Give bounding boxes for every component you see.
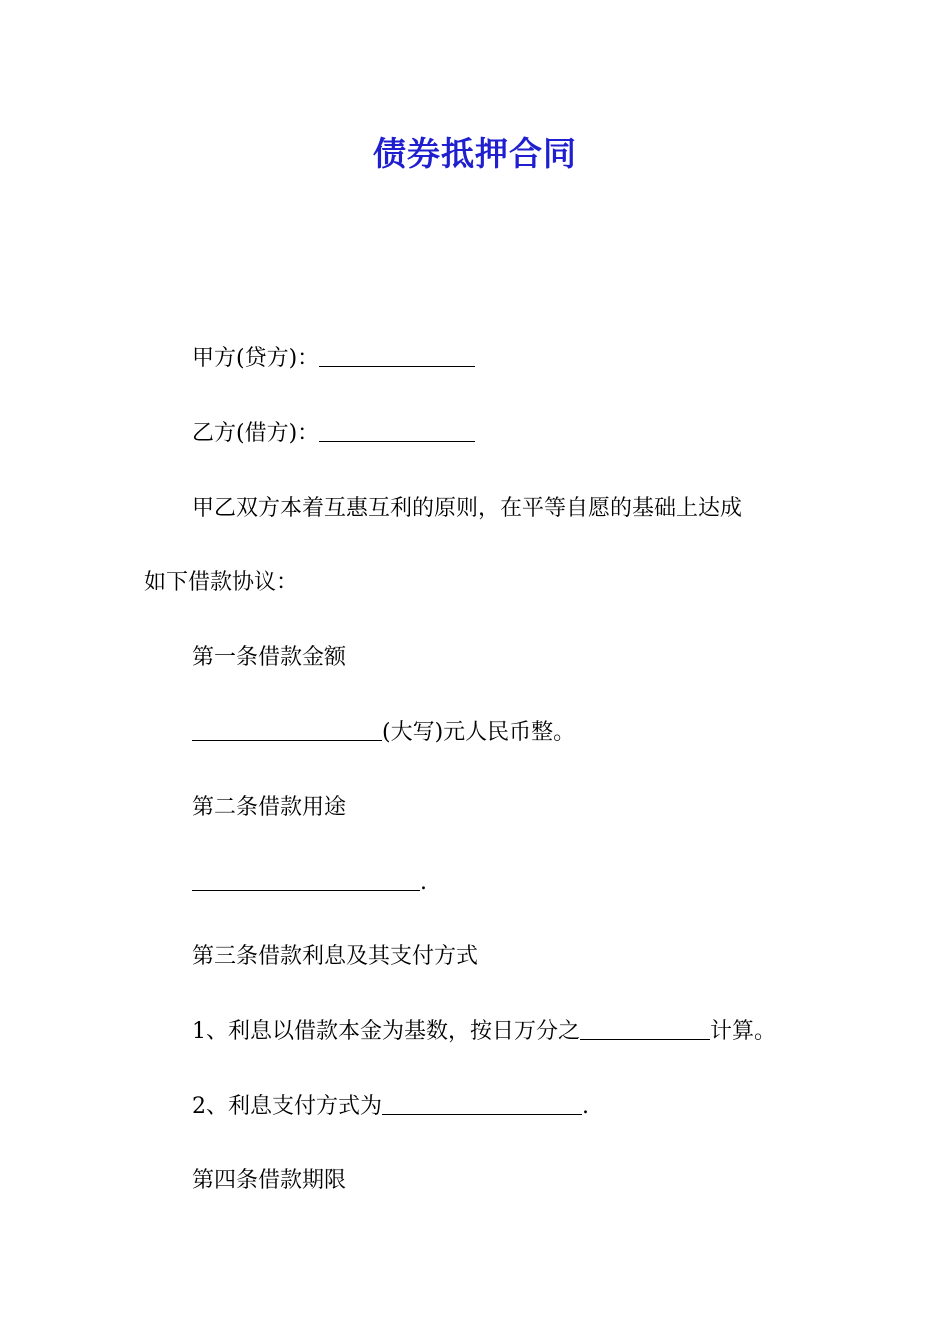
party-b-blank xyxy=(319,419,475,442)
party-a-blank xyxy=(319,344,475,367)
purpose-blank xyxy=(192,868,420,891)
party-a-line xyxy=(192,344,475,374)
interest-rate-blank xyxy=(580,1017,710,1040)
article-4-heading: 第四条借款期限 xyxy=(192,1168,347,1193)
party-a-label: 甲方(贷方)： xyxy=(192,346,320,371)
intro-line-2: 如下借款协议： xyxy=(144,570,299,595)
article-3-item-2 xyxy=(192,1092,589,1122)
party-b-label: 乙方(借方)： xyxy=(192,421,320,446)
purpose-suffix: . xyxy=(420,870,427,895)
document-title: 债券抵押合同 xyxy=(373,134,577,173)
intro-line-1: 甲乙双方本着互惠互利的原则，在平等自愿的基础上达成 xyxy=(192,496,743,521)
party-b-line xyxy=(192,419,475,449)
article-1-heading: 第一条借款金额 xyxy=(192,645,347,670)
payment-method-prefix: 2、利息支付方式为 xyxy=(192,1094,382,1119)
payment-method-blank xyxy=(382,1092,582,1115)
interest-rate-suffix: 计算。 xyxy=(710,1019,777,1044)
article-3-heading: 第三条借款利息及其支付方式 xyxy=(192,944,479,969)
amount-blank xyxy=(192,718,382,741)
article-3-item-1 xyxy=(192,1017,776,1047)
article-2-heading: 第二条借款用途 xyxy=(192,795,347,820)
amount-suffix: (大写)元人民币整。 xyxy=(382,720,576,745)
article-2-purpose-line xyxy=(192,868,427,898)
article-1-amount-line xyxy=(192,718,575,748)
payment-method-suffix: . xyxy=(582,1094,589,1119)
interest-rate-prefix: 1、利息以借款本金为基数，按日万分之 xyxy=(192,1019,580,1044)
